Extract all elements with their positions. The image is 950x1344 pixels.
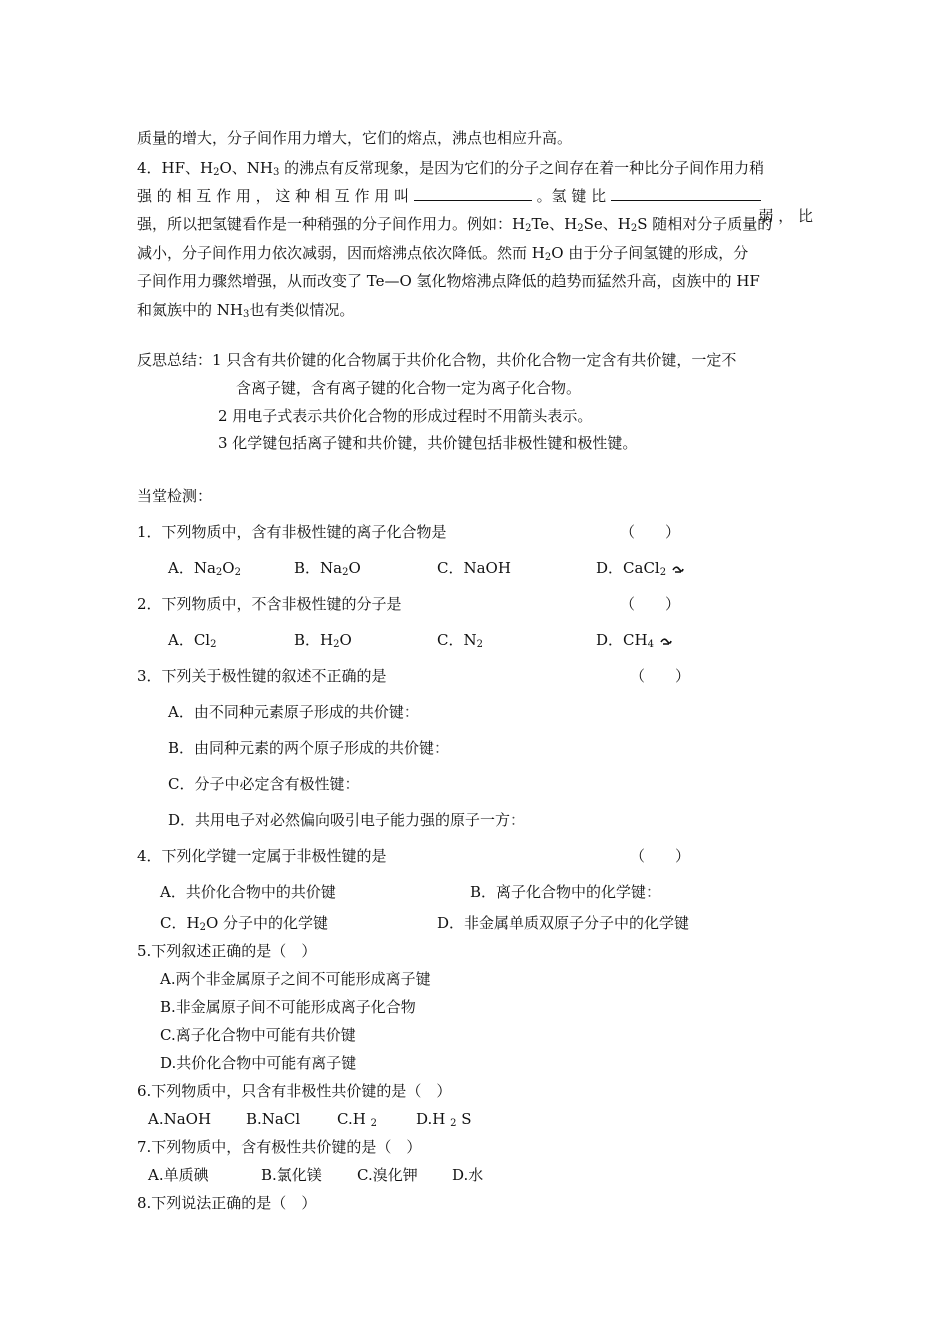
text-run: 也有类似情况。 (249, 301, 355, 319)
subscript: 2 (342, 567, 349, 578)
option-a[interactable]: A.两个非金属原子之间不可能形成离子键 (160, 970, 431, 988)
question-8-stem: 8.下列说法正确的是（ ） (137, 1194, 317, 1212)
subscript: 2 (333, 639, 340, 650)
option-d[interactable] (596, 630, 672, 650)
summary-item-1: 1 只含有共价键的化合物属于共价化合物，共价化合物一定含有共价键，一定不 (212, 351, 737, 369)
subscript: 2 (630, 223, 638, 234)
option-d[interactable]: D．非金属单质双原子分子中的化学键 (437, 914, 690, 932)
question-4-stem: 4．下列化学键一定属于非极性键的是 (137, 847, 387, 865)
option-c[interactable] (437, 630, 483, 650)
paragraph-4-line-1 (137, 158, 764, 178)
paragraph-4-line-4 (137, 243, 748, 263)
text-run: B．离子化合物中的化学键 (470, 883, 647, 901)
paragraph-4-line-6 (137, 300, 354, 320)
fill-in-blank[interactable] (414, 186, 532, 201)
text-run: C．分子中必定含有极性键 (168, 775, 345, 793)
text-run: S 随相对分子质量的 (637, 215, 773, 233)
option-d[interactable] (596, 558, 684, 578)
text-run: C．N (437, 631, 477, 649)
option-c[interactable] (168, 774, 360, 794)
subscript: 3 (273, 167, 280, 178)
text-run: B．Na (294, 559, 343, 577)
option-a[interactable]: A．共价化合物中的共价键 (160, 883, 336, 901)
subscript: 2 (450, 1118, 457, 1129)
text-run: O (222, 559, 235, 577)
option-a[interactable] (168, 630, 216, 650)
text-line: 质量的增大，分子间作用力增大，它们的熔点，沸点也相应升高。 (137, 129, 573, 147)
option-c[interactable]: C．NaOH (437, 559, 511, 577)
text-run: A．由不同种元素原子形成的共价键 (168, 703, 404, 721)
subscript: 2 (577, 223, 584, 234)
question-6-stem: 6.下列物质中，只含有非极性共价键的是（ ） (137, 1082, 452, 1100)
subscript: 2 (659, 567, 667, 578)
text-run: D．CH (596, 631, 648, 649)
option-a[interactable]: A.单质碘 (148, 1166, 209, 1184)
text-run: D．CaCl (596, 559, 660, 577)
text-run: C.H (337, 1110, 366, 1128)
option-b[interactable]: B.非金属原子间不可能形成离子化合物 (160, 998, 416, 1016)
answer-paren[interactable]: （ ） (620, 595, 681, 613)
text-run: 减小，分子间作用力依次减弱，因而熔沸点依次降低。然而 H (137, 244, 545, 262)
subscript: 2 (525, 223, 532, 234)
option-a[interactable]: A.NaOH (148, 1110, 212, 1128)
text-run: B．由同种元素的两个原子形成的共价键 (168, 739, 435, 757)
summary-item-3: 3 化学键包括离子键和共价键，共价键包括非极性键和极性键。 (218, 434, 638, 452)
option-c[interactable] (160, 913, 328, 933)
option-b[interactable]: B.NaCl (246, 1110, 301, 1128)
text-run: 的沸点有反常现象，是因为它们的分子之间存在着一种比分子间作用力稍 (279, 159, 765, 177)
option-c[interactable] (337, 1109, 377, 1129)
quiz-heading: 当堂检测： (137, 487, 213, 505)
text-run: O 由于分子间氢键的形成，分 (551, 244, 749, 262)
text-run: O (339, 631, 352, 649)
answer-paren[interactable]: （ ） (630, 667, 691, 685)
answer-paren[interactable]: （ ） (620, 523, 681, 541)
subscript: 2 (199, 922, 206, 933)
option-b[interactable] (470, 882, 661, 902)
option-c[interactable]: C.溴化钾 (357, 1166, 418, 1184)
marker-dot: ： (434, 739, 450, 757)
subscript: 2 (213, 167, 220, 178)
subscript: 2 (210, 639, 217, 650)
summary-label: 反思总结： (137, 351, 213, 369)
subscript: 3 (242, 309, 250, 320)
option-d[interactable]: D.水 (452, 1166, 484, 1184)
subscript: 4 (647, 639, 654, 650)
question-2-stem: 2．下列物质中，不含非极性键的分子是 (137, 595, 402, 613)
text-run: S (461, 1110, 472, 1128)
question-7-stem: 7.下列物质中，含有极性共价键的是（ ） (137, 1138, 422, 1156)
text-run: A．Cl (168, 631, 211, 649)
text-run: Se、H (583, 215, 631, 233)
summary-item-2: 2 用电子式表示共价化合物的形成过程时不用箭头表示。 (218, 407, 593, 425)
option-b[interactable] (294, 630, 352, 650)
marker-dot: ： (403, 703, 419, 721)
text-run: D．共用电子对必然偏向吸引电子能力强的原子一方 (168, 811, 511, 829)
subscript: 2 (476, 639, 483, 650)
option-d[interactable]: D.共价化合物中可能有离子键 (160, 1054, 357, 1072)
option-b[interactable] (294, 558, 361, 578)
text-run: Te、H (531, 215, 578, 233)
text-run: B．H (294, 631, 334, 649)
question-1-stem: 1．下列物质中，含有非极性键的离子化合物是 (137, 523, 447, 541)
subscript: 2 (234, 567, 241, 578)
subscript: 2 (370, 1118, 377, 1129)
option-b[interactable] (168, 738, 449, 758)
text-run: 强 的 相 互 作 用 ， 这 种 相 互 作 用 叫 (137, 187, 409, 205)
subscript: 2 (544, 252, 552, 263)
summary-item-1-cont: 含离子键，含有离子键的化合物一定为离子化合物。 (236, 379, 582, 397)
option-a[interactable] (168, 702, 419, 722)
answer-paren[interactable]: （ ） (630, 847, 691, 865)
summary-line-1 (137, 350, 736, 370)
text-run: O、NH (219, 159, 274, 177)
marker-dot: ： (344, 775, 360, 793)
text-run: O 分子中的化学键 (205, 914, 329, 932)
option-c[interactable]: C.离子化合物中可能有共价键 (160, 1026, 356, 1044)
text-run: 弱 ， 比 (758, 207, 813, 225)
text-run: 和氮族中的 NH (137, 301, 243, 319)
text-run: 。氢 键 比 (536, 187, 607, 205)
paragraph-4-line-3 (137, 214, 772, 234)
text-run: 强，所以把氢键看作是一种稍强的分子间作用力。例如：H (137, 215, 526, 233)
scribble-mark-icon (672, 563, 684, 575)
text-run: O (348, 559, 361, 577)
text-run: C．H (160, 914, 200, 932)
subscript: 2 (215, 567, 223, 578)
question-5-stem: 5.下列叙述正确的是（ ） (137, 942, 317, 960)
text-run: 4．HF、H (137, 159, 214, 177)
option-d[interactable] (416, 1109, 472, 1129)
fill-in-blank[interactable] (611, 186, 761, 201)
scribble-mark-icon (660, 635, 672, 647)
text-run: D.H (416, 1110, 446, 1128)
marker-dot: ： (646, 883, 662, 901)
paragraph-4-line-5: 子间作用力骤然增强，从而改变了 Te—O 氢化物熔沸点降低的趋势而猛然升高，卤族中的 HF (137, 272, 760, 290)
marker-dot: ： (510, 811, 526, 829)
option-d[interactable] (168, 810, 525, 830)
text-run: A．Na (168, 559, 216, 577)
option-a[interactable] (168, 558, 241, 578)
question-3-stem: 3．下列关于极性键的叙述不正确的是 (137, 667, 387, 685)
option-b[interactable]: B.氯化镁 (261, 1166, 322, 1184)
